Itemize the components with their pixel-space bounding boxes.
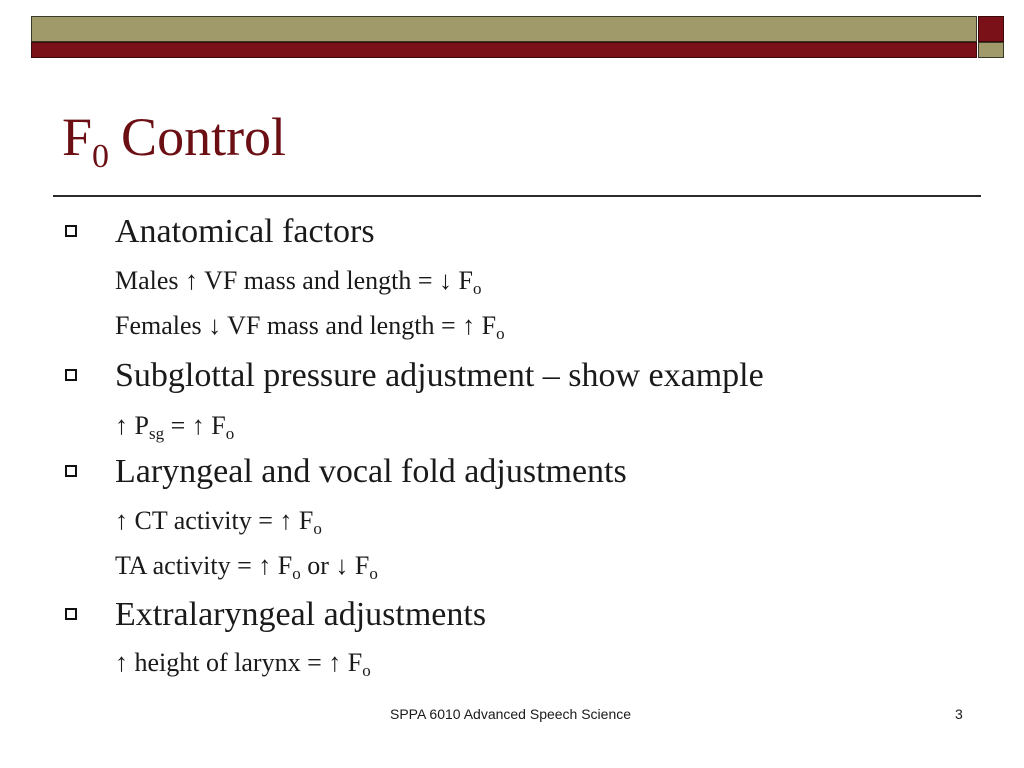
square-bullet-icon <box>65 225 77 237</box>
subline-text: TA activity = ↑ F <box>115 551 293 580</box>
subline-ta <box>115 551 378 583</box>
page-number: 3 <box>955 706 963 722</box>
subline-text: Females ↓ VF mass and length = ↑ F <box>115 311 497 340</box>
title-rest: Control <box>121 107 287 167</box>
square-bullet-icon <box>65 369 77 381</box>
subline-height <box>115 648 371 680</box>
subline-females <box>115 311 505 343</box>
bullet-extralaryngeal <box>115 598 486 632</box>
bullet-anatomical-factors <box>115 215 375 249</box>
bullet-subglottal-pressure <box>115 359 764 393</box>
slide-title <box>62 107 287 175</box>
bullet-text: Extralaryngeal adjustments <box>115 596 487 633</box>
subscript: o <box>496 324 505 343</box>
bullet-text: Laryngeal and vocal fold adjustments <box>115 453 627 490</box>
title-divider <box>53 195 981 197</box>
subscript: sg <box>148 424 165 443</box>
subscript: o <box>369 564 378 583</box>
corner-maroon-square <box>978 16 1004 42</box>
bullet-text: Subglottal pressure adjustment – show example <box>115 357 764 394</box>
header-decor-bar <box>31 16 977 58</box>
subline-ct <box>115 506 322 538</box>
subscript: o <box>472 279 482 298</box>
subscript: o <box>292 564 301 583</box>
square-bullet-icon <box>65 465 77 477</box>
footer-course-title: SPPA 6010 Advanced Speech Science <box>390 706 632 722</box>
header-maroon-band <box>31 42 977 58</box>
header-olive-band <box>31 16 977 42</box>
subscript: o <box>362 661 371 680</box>
subline-psg <box>115 411 235 443</box>
subline-males <box>115 266 482 298</box>
subscript: o <box>225 424 235 443</box>
bullet-text: Anatomical factors <box>115 213 375 250</box>
square-bullet-icon <box>65 608 77 620</box>
subline-text: ↑ height of larynx = ↑ F <box>115 648 363 677</box>
subline-text: ↑ P <box>115 411 149 440</box>
title-subscript: 0 <box>92 138 110 175</box>
subline-text: ↑ CT activity = ↑ F <box>115 506 314 535</box>
subline-text: Males ↑ VF mass and length = ↓ F <box>115 266 473 295</box>
subscript: o <box>313 519 322 538</box>
subline-text: = ↑ F <box>164 411 226 440</box>
bullet-laryngeal-adjustments <box>115 455 627 489</box>
title-f: F <box>62 107 93 167</box>
corner-olive-square <box>978 42 1004 58</box>
subline-text: or ↓ F <box>300 551 370 580</box>
